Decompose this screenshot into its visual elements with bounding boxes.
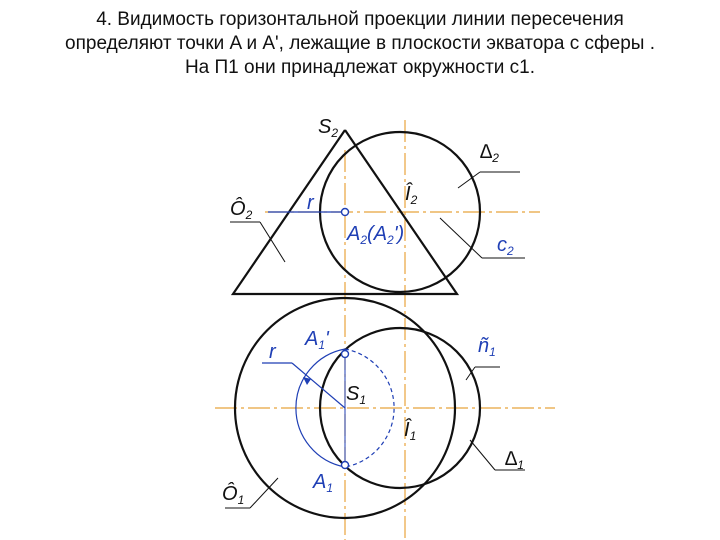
label-n1: $ñ_1$ bbox=[478, 335, 496, 359]
label-c2: $c_2$ bbox=[497, 234, 514, 258]
title-line-2: определяют точки A и A', лежащие в плоскости экватора c сферы . bbox=[65, 33, 655, 54]
label-o2: $Ô_2$ bbox=[230, 198, 253, 222]
label-i1: $Î_1$ bbox=[404, 419, 417, 443]
point-a2 bbox=[342, 209, 349, 216]
point-a1-prime bbox=[342, 351, 349, 358]
label-o1: $Ô_1$ bbox=[222, 483, 245, 507]
label-i2: $Î_2$ bbox=[405, 183, 418, 207]
label-s2: $S_2$ bbox=[318, 116, 339, 140]
label-a1-prime: $A_1'$ bbox=[305, 328, 329, 352]
title-line-1: 4. Видимость горизонтальной проекции линии пересечения bbox=[96, 9, 624, 30]
label-delta1: $\Delta_1$ bbox=[505, 448, 524, 472]
label-r-bottom: r bbox=[269, 341, 276, 363]
delta2-leader-diag bbox=[458, 172, 480, 188]
label-a2: $A_2(A_2')$ bbox=[347, 223, 405, 247]
label-delta2: $\Delta_2$ bbox=[480, 141, 499, 165]
delta1-leader-diag bbox=[470, 440, 495, 470]
title-line-3: На П1 они принадлежат окружности c1. bbox=[184, 57, 536, 78]
label-s1: $S_1$ bbox=[346, 383, 367, 407]
label-r-top: r bbox=[307, 192, 314, 214]
point-a1 bbox=[342, 462, 349, 469]
o2-leader-diag bbox=[260, 222, 285, 262]
label-a1: $A_1$ bbox=[313, 471, 334, 495]
